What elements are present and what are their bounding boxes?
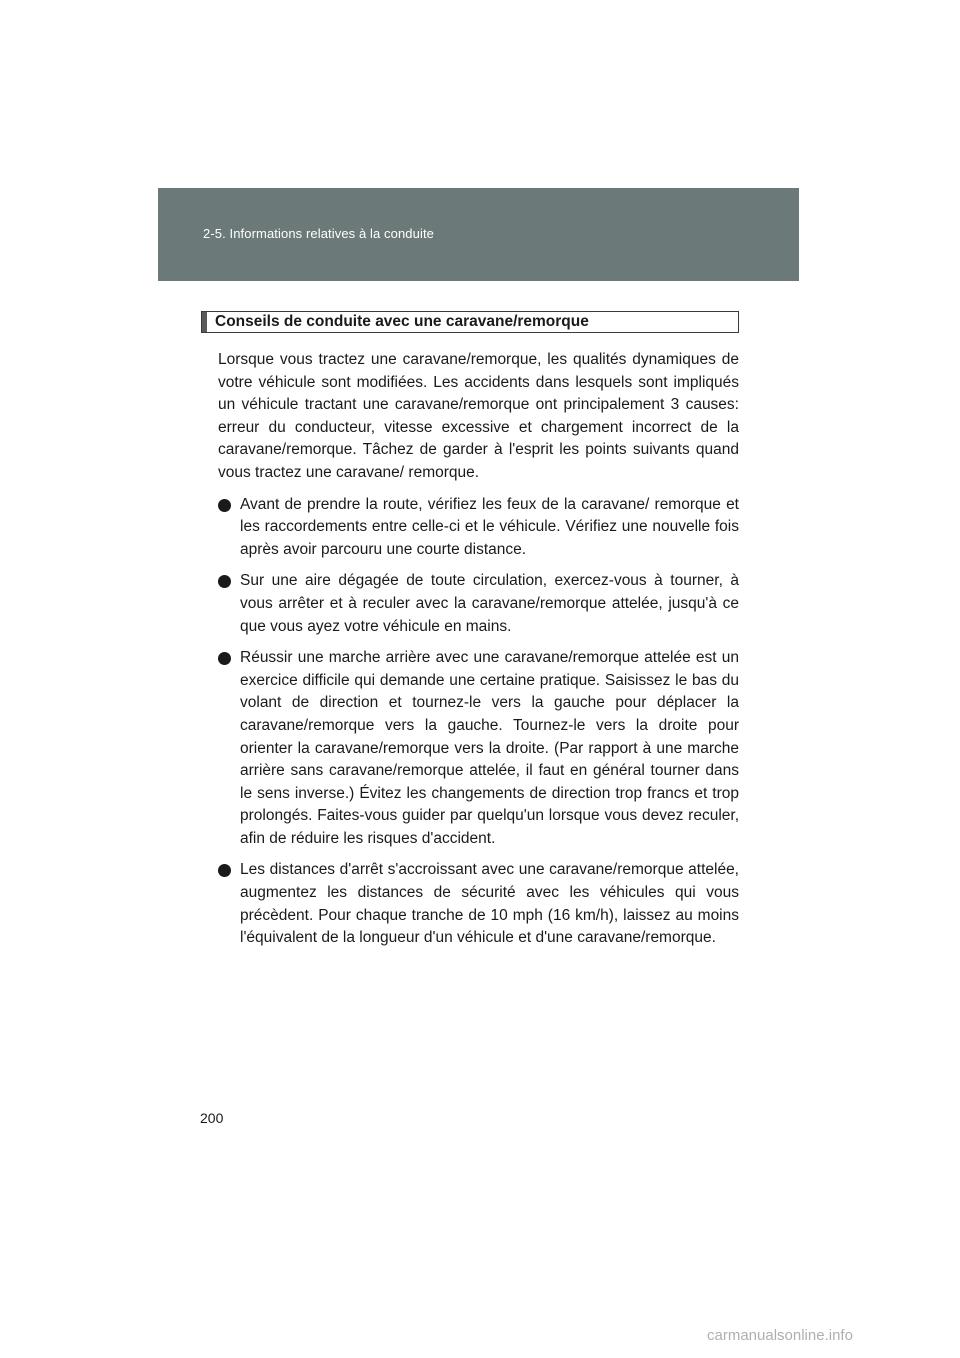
section-title: Conseils de conduite avec une caravane/remorque bbox=[215, 313, 589, 330]
list-item bbox=[218, 647, 739, 850]
section-title-box bbox=[201, 311, 739, 333]
page-number: 200 bbox=[200, 1110, 224, 1126]
list-item-text: Sur une aire dégagée de toute circulation, exercez-vous à tourner, à vous arrêter et à reculer avec la caravane/remorque attelée, jusqu'à ce que vous ayez votre véhicule en mains. bbox=[240, 572, 739, 635]
list-item bbox=[218, 859, 739, 949]
watermark-text: carmanualsonline.info bbox=[707, 1327, 853, 1344]
bullet-icon bbox=[218, 864, 231, 877]
list-item-text: Avant de prendre la route, vérifiez les feux de la caravane/ remorque et les raccordements entre celle-ci et le véhicule. Vérifiez une nouvelle fois après avoir parcouru une courte distance. bbox=[240, 495, 739, 558]
list-item-text: Les distances d'arrêt s'accroissant avec une caravane/remorque attelée, augmentez les distances de sécurité avec les véhicules qui vous précèdent. Pour chaque tranche de 10 mph (16 km/h), laissez au moins l'équivalent de la longueur d'un véhicule et d'une caravane/remorque. bbox=[240, 861, 739, 947]
bullet-icon bbox=[218, 499, 231, 512]
intro-paragraph: Lorsque vous tractez une caravane/remorque, les qualités dynamiques de votre véhicule sont modifiées. Les accidents dans lesquels sont impliqués un véhicule tractant une caravane/remorque ont principalement 3 causes: erreur du conducteur, vitesse excessive et chargement incorrect de la caravane/remorque. Tâchez de garder à l'esprit les points suivants quand vous tractez une caravane/ remorque. bbox=[218, 351, 739, 481]
main-content bbox=[218, 349, 739, 959]
tips-list bbox=[218, 494, 739, 950]
bullet-icon bbox=[218, 652, 231, 665]
list-item bbox=[218, 494, 739, 562]
section-breadcrumb: 2-5. Informations relatives à la conduite bbox=[203, 226, 434, 241]
title-accent-bar bbox=[202, 312, 207, 332]
list-item bbox=[218, 570, 739, 638]
bullet-icon bbox=[218, 575, 231, 588]
list-item-text: Réussir une marche arrière avec une caravane/remorque attelée est un exercice difficile qui demande une certaine pratique. Saisissez le bas du volant de direction et tournez-le vers la gauche pour déplacer la caravane/remorque vers la gauche. Tournez-le vers la droite pour orienter la caravane/remorque vers la droite. (Par rapport à une marche arrière sans caravane/remorque attelée, il faut en général tourner dans le sens inverse.) Évitez les changements de direction trop francs et trop prolongés. Faites-vous guider par quelqu'un lorsque vous devez reculer, afin de réduire les risques d'accident. bbox=[240, 649, 739, 847]
chapter-header-band bbox=[158, 188, 799, 281]
